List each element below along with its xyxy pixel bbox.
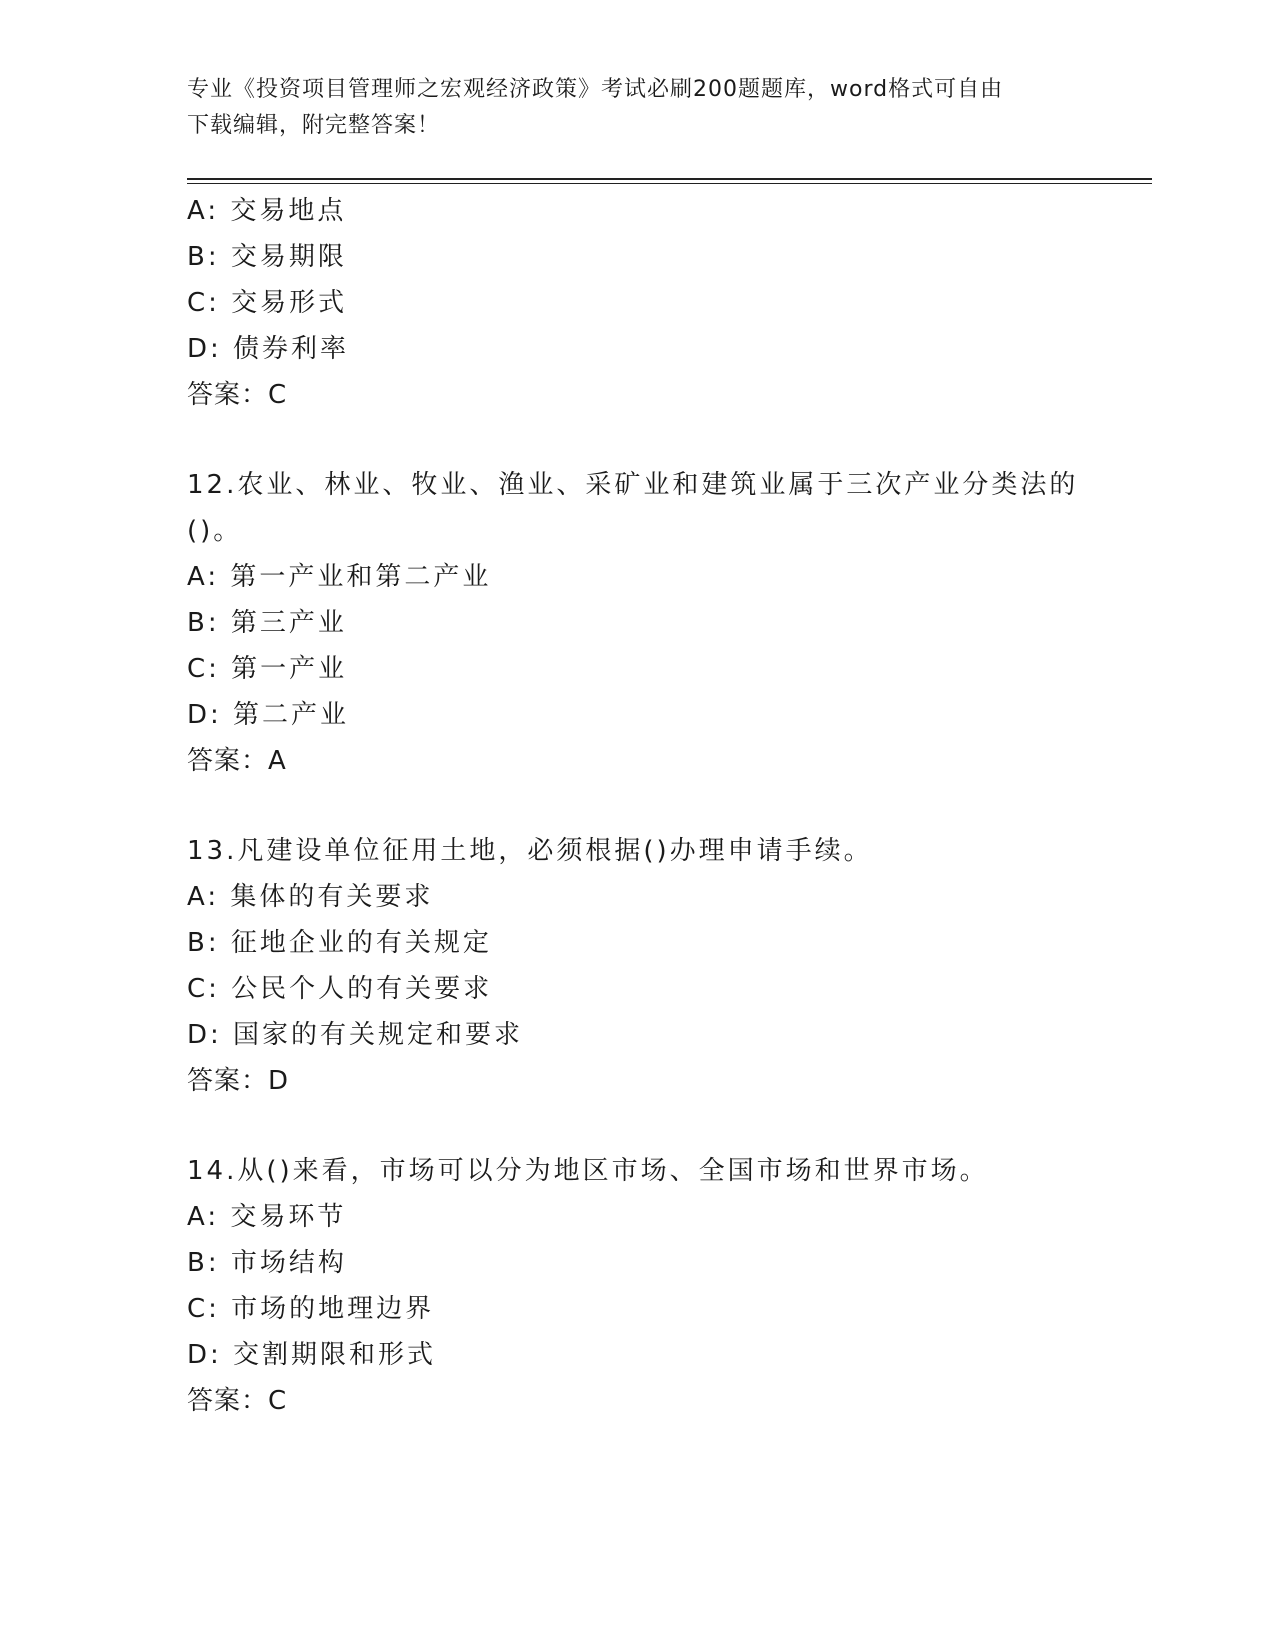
question-14 (187, 1148, 1087, 1424)
option-d: D: 债券利率 (187, 334, 350, 364)
option-b: B: 第三产业 (187, 608, 347, 638)
header-divider-thin (187, 183, 1152, 184)
document-header (187, 72, 1087, 144)
option-d: D: 国家的有关规定和要求 (187, 1020, 524, 1050)
question-stem-continued: ()。 (187, 516, 243, 546)
option-a: A: 交易地点 (187, 196, 347, 226)
question-stem: 13.凡建设单位征用土地，必须根据()办理申请手续。 (187, 836, 873, 866)
answer-line: 答案：D (187, 1066, 290, 1096)
option-a: A: 第一产业和第二产业 (187, 562, 492, 592)
option-c: C: 公民个人的有关要求 (187, 974, 493, 1004)
question-13 (187, 828, 1087, 1104)
option-b: B: 征地企业的有关规定 (187, 928, 492, 958)
question-stem: 12.农业、林业、牧业、渔业、采矿业和建筑业属于三次产业分类法的 (187, 470, 1079, 500)
question-12 (187, 462, 1087, 784)
question-stem: 14.从()来看，市场可以分为地区市场、全国市场和世界市场。 (187, 1156, 989, 1186)
header-divider-thick (187, 178, 1152, 180)
option-c: C: 第一产业 (187, 654, 348, 684)
option-d: D: 第二产业 (187, 700, 350, 730)
option-b: B: 交易期限 (187, 242, 347, 272)
header-line-2: 下载编辑，附完整答案！ (187, 113, 441, 138)
question-11-continued (187, 188, 1087, 418)
option-c: C: 市场的地理边界 (187, 1294, 435, 1324)
option-a: A: 集体的有关要求 (187, 882, 434, 912)
option-b: B: 市场结构 (187, 1248, 347, 1278)
header-line-1: 专业《投资项目管理师之宏观经济政策》考试必刷200题题库，word格式可自由 (187, 77, 1004, 102)
answer-line: 答案：A (187, 746, 287, 776)
option-d: D: 交割期限和形式 (187, 1340, 437, 1370)
question-list (187, 188, 1087, 1424)
answer-line: 答案：C (187, 1386, 288, 1416)
answer-line: 答案：C (187, 380, 288, 410)
option-a: A: 交易环节 (187, 1202, 347, 1232)
option-c: C: 交易形式 (187, 288, 348, 318)
